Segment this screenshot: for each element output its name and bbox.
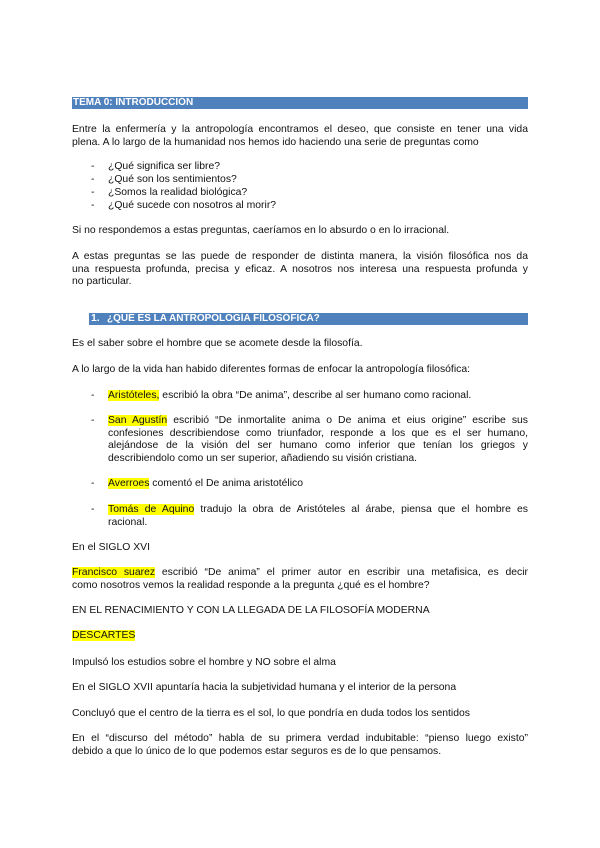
agustin-line-1 bbox=[108, 415, 528, 428]
respuestas-line-3: no particular. bbox=[72, 276, 132, 288]
list-dash: - bbox=[91, 161, 95, 172]
list-item: ¿Somos la realidad biológica? bbox=[108, 187, 248, 198]
highlight-agustin: San Agustín bbox=[108, 415, 168, 426]
aristoteles-text: escribió la obra “De anima”, describe al ser humano como racional. bbox=[159, 390, 472, 401]
paragraph-respuestas bbox=[72, 251, 528, 289]
paragraph-formas: A lo largo de la vida han habido diferentes formas de enfocar la antropología filosófica: bbox=[72, 364, 470, 375]
paragraph-discurso bbox=[72, 733, 528, 758]
tomas-line-2: racional. bbox=[108, 516, 148, 528]
list-dash: - bbox=[91, 187, 95, 198]
highlight-tomas: Tomás de Aquino bbox=[108, 504, 195, 515]
agustin-line-3: alejándose de la visión del ser humano como inferior que tenían los griegos y bbox=[108, 440, 528, 452]
agustin-text-1: escribió “De inmortalite anima o De anima et eius origine” escribe sus bbox=[167, 415, 528, 426]
intro-line-2: plena. A lo largo de la humanidad nos hemos ido haciendo una serie de preguntas como bbox=[72, 136, 479, 148]
list-dash: - bbox=[91, 504, 95, 515]
list-item-tomas bbox=[108, 504, 528, 529]
respuestas-line-1: A estas preguntas se las puede de responder de distinta manera, la visión filosófica nos da bbox=[72, 251, 528, 262]
discurso-line-2: debido a que lo único de lo que podemos estar seguros es de lo que pensamos. bbox=[72, 745, 442, 757]
intro-paragraph bbox=[72, 124, 528, 149]
list-dash: - bbox=[91, 390, 95, 401]
list-item-averroes bbox=[108, 478, 528, 491]
paragraph-renacimiento: EN EL RENACIMIENTO Y CON LA LLEGADA DE LA FILOSOFÍA MODERNA bbox=[72, 605, 430, 616]
paragraph-concluyo: Concluyó que el centro de la tierra es el sol, lo que pondría en duda todos los sentidos bbox=[72, 708, 470, 719]
paragraph-siglo-xvii: En el SIGLO XVII apuntaría hacia la subjetividad humana y el interior de la persona bbox=[72, 682, 457, 693]
paragraph-impulso: Impulsó los estudios sobre el hombre y NO sobre el alma bbox=[72, 657, 336, 668]
paragraph-absurdo: Si no respondemos a estas preguntas, caeríamos en lo absurdo o en lo irracional. bbox=[72, 225, 450, 236]
highlight-descartes: DESCARTES bbox=[72, 630, 136, 641]
agustin-line-2: confesiones describiendose como triunfador, responde a los que es el ser humano, bbox=[108, 427, 528, 439]
averroes-text: comentó el De anima aristotélico bbox=[149, 478, 304, 489]
suarez-line-2: como nosotros vemos la realidad responde a la pregunta ¿qué es el hombre? bbox=[72, 579, 430, 591]
heading-tema-0 bbox=[72, 97, 528, 109]
respuestas-line-2: una respuesta profunda, precisa y eficaz. A nosotros nos interesa una respuesta profunda y bbox=[72, 263, 528, 275]
list-item: ¿Qué significa ser libre? bbox=[108, 161, 221, 172]
list-item-agustin bbox=[108, 415, 528, 465]
intro-line-1: Entre la enfermería y la antropología encontramos el deseo, que consiste en tener una vida bbox=[72, 124, 528, 135]
paragraph-suarez bbox=[72, 567, 528, 592]
list-item: ¿Qué son los sentimientos? bbox=[108, 174, 237, 185]
heading-tema-0-text: TEMA 0: INTRODUCCIÓN bbox=[73, 97, 194, 108]
heading-section-1-title: ¿QUÉ ES LA ANTROPOLOGÍA FILOSÓFICA? bbox=[107, 313, 320, 324]
suarez-line-1 bbox=[72, 567, 528, 580]
heading-section-1 bbox=[89, 313, 528, 325]
agustin-line-4: describiendolo como un ser superior, añadiendo su visión cristiana. bbox=[108, 452, 418, 464]
list-dash: - bbox=[91, 478, 95, 489]
highlight-suarez: Francisco suarez bbox=[72, 567, 156, 578]
list-item: ¿Qué sucede con nosotros al morir? bbox=[108, 200, 277, 211]
tomas-line-1 bbox=[108, 504, 528, 517]
paragraph-siglo-xvi: En el SIGLO XVI bbox=[72, 542, 150, 553]
paragraph-definicion: Es el saber sobre el hombre que se acomete desde la filosofía. bbox=[72, 338, 363, 349]
discurso-line-1: En el “discurso del método” habla de su primera verdad indubitable: “pienso luego existo” bbox=[72, 733, 528, 744]
list-item-aristoteles bbox=[108, 390, 528, 403]
list-dash: - bbox=[91, 415, 95, 426]
highlight-aristoteles: Aristóteles, bbox=[108, 390, 160, 401]
paragraph-descartes bbox=[72, 630, 528, 643]
highlight-averroes: Averroes bbox=[108, 478, 150, 489]
list-dash: - bbox=[91, 174, 95, 185]
heading-section-1-number: 1. bbox=[91, 313, 100, 324]
tomas-text-1: tradujo la obra de Aristóteles al árabe, piensa que el hombre es bbox=[194, 504, 528, 515]
list-dash: - bbox=[91, 200, 95, 211]
suarez-text-1: escribió “De anima” el primer autor en escribir una metafisica, es decir bbox=[155, 567, 528, 578]
